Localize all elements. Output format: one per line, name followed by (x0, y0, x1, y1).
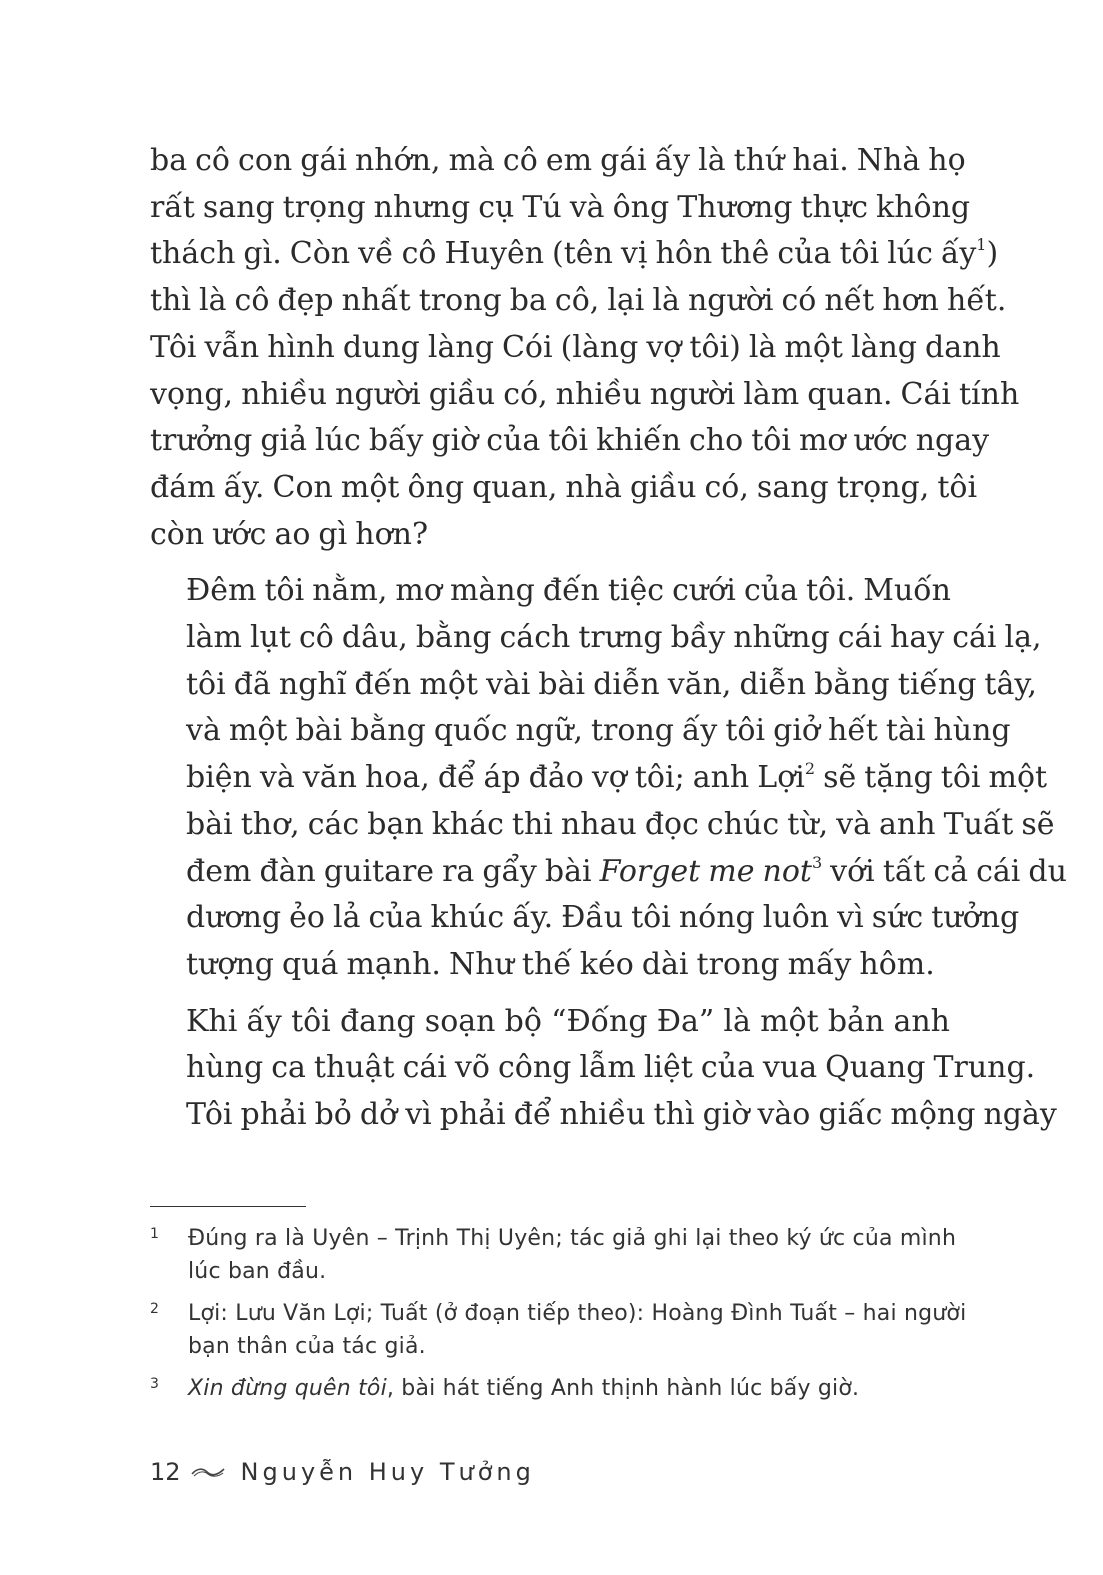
text-run: Đêm tôi nằm, mơ màng đến tiệc cưới của tôi. Muốn (186, 573, 951, 609)
paragraph (150, 138, 1020, 558)
text-run: Tôi vẫn hình dung làng Cói (làng vợ tôi) là một làng danh (150, 329, 1001, 365)
paragraph (150, 999, 1057, 1139)
text-line (186, 662, 1037, 709)
running-footer (150, 1456, 535, 1488)
footnote-reference: 1 (976, 235, 987, 255)
text-line (186, 942, 950, 989)
footnote-divider (150, 1206, 306, 1207)
footnote-text: bạn thân của tác giả. (188, 1334, 426, 1359)
footnote-text: , bài hát tiếng Anh thịnh hành lúc bấy giờ. (386, 1376, 860, 1401)
footnote-line (188, 1372, 950, 1405)
text-line (150, 512, 950, 559)
footnote-number: 3 (150, 1376, 159, 1392)
footnote-line (188, 1222, 957, 1255)
text-line (150, 325, 1001, 372)
text-line (150, 231, 999, 278)
footnote-reference: 2 (804, 759, 816, 779)
text-run: tôi đã nghĩ đến một vài bài diễn văn, diễn bằng tiếng tây, (186, 666, 1037, 702)
footnote-text: Đúng ra là Uyên – Trịnh Thị Uyên; tác giả ghi lại theo ký ức của mình (188, 1226, 957, 1251)
text-line (150, 465, 978, 512)
text-line (150, 372, 1020, 419)
footnote (150, 1297, 967, 1363)
text-line (186, 708, 1011, 755)
footnote-line (188, 1297, 967, 1330)
text-run: Tôi phải bỏ dở vì phải để nhiều thì giờ vào giấc mộng ngày (186, 1097, 1057, 1133)
footnote-line (188, 1255, 950, 1288)
text-line (186, 755, 1048, 802)
footnote-line (188, 1330, 950, 1363)
text-run: hùng ca thuật cái võ công lẫm liệt của vua Quang Trung. (186, 1050, 1036, 1086)
footnotes (150, 1222, 967, 1414)
text-line (150, 185, 971, 232)
text-run: đám ấy. Con một ông quan, nhà giầu có, sang trọng, tôi (150, 469, 978, 505)
body-text (150, 138, 1067, 1139)
footnote-text: lúc ban đầu. (188, 1259, 327, 1284)
text-run: Khi ấy tôi đang soạn bộ “Đống Đa” là một bản anh (186, 1003, 950, 1039)
text-run: vọng, nhiều người giầu có, nhiều người làm quan. Cái tính (150, 376, 1020, 412)
text-run: với tất cả cái du (822, 853, 1067, 889)
footnote-text: Lợi: Lưu Văn Lợi; Tuất (ở đoạn tiếp theo): Hoàng Đình Tuất – hai người (188, 1301, 967, 1326)
paragraph (150, 568, 1067, 988)
text-line (186, 895, 1020, 942)
author-name: Nguyễn Huy Tưởng (240, 1458, 535, 1486)
footnote-number: 2 (150, 1301, 159, 1317)
text-line (186, 568, 950, 615)
text-line (150, 278, 1007, 325)
song-title-vietnamese: Xin đừng quên tôi (188, 1376, 387, 1401)
text-run: làm lụt cô dâu, bằng cách trưng bầy những cái hay cái lạ, (186, 620, 1042, 656)
text-run: ) (986, 236, 999, 272)
text-run: tượng quá mạnh. Như thế kéo dài trong mấy hôm. (186, 946, 935, 982)
text-line (150, 418, 990, 465)
text-line (186, 802, 1055, 849)
text-run: thì là cô đẹp nhất trong ba cô, lại là người có nết hơn hết. (150, 283, 1007, 319)
text-line (186, 999, 950, 1046)
text-run: đem đàn guitare ra gẩy bài (186, 853, 600, 889)
footnote (150, 1372, 950, 1405)
flourish-icon (191, 1465, 225, 1479)
text-run: và một bài bằng quốc ngữ, trong ấy tôi giở hết tài hùng (186, 713, 1011, 749)
text-run: dương ẻo lả của khúc ấy. Đầu tôi nóng luôn vì sức tưởng (186, 900, 1020, 936)
text-run: trưởng giả lúc bấy giờ của tôi khiến cho tôi mơ ước ngay (150, 423, 990, 459)
text-run: ba cô con gái nhớn, mà cô em gái ấy là thứ hai. Nhà họ (150, 143, 966, 178)
text-run: biện và văn hoa, để áp đảo vợ tôi; anh Lợi (186, 760, 805, 796)
text-line (186, 615, 1042, 662)
text-run: còn ước ao gì hơn? (150, 516, 429, 552)
text-line (150, 138, 966, 185)
text-run: thách gì. Còn về cô Huyên (tên vị hôn thê của tôi lúc ấy (150, 236, 977, 272)
text-line (186, 849, 1067, 896)
footnote (150, 1222, 957, 1288)
text-line (186, 1092, 1057, 1139)
text-run: rất sang trọng nhưng cụ Tú và ông Thương thực không (150, 189, 971, 225)
footnote-number: 1 (150, 1226, 159, 1242)
song-title: Forget me not (599, 853, 812, 889)
footnote-reference: 3 (811, 852, 823, 872)
page-number: 12 (150, 1458, 181, 1486)
text-run: bài thơ, các bạn khác thi nhau đọc chúc từ, và anh Tuất sẽ (186, 806, 1055, 842)
text-run: sẽ tặng tôi một (815, 760, 1048, 796)
text-line (186, 1045, 1036, 1092)
